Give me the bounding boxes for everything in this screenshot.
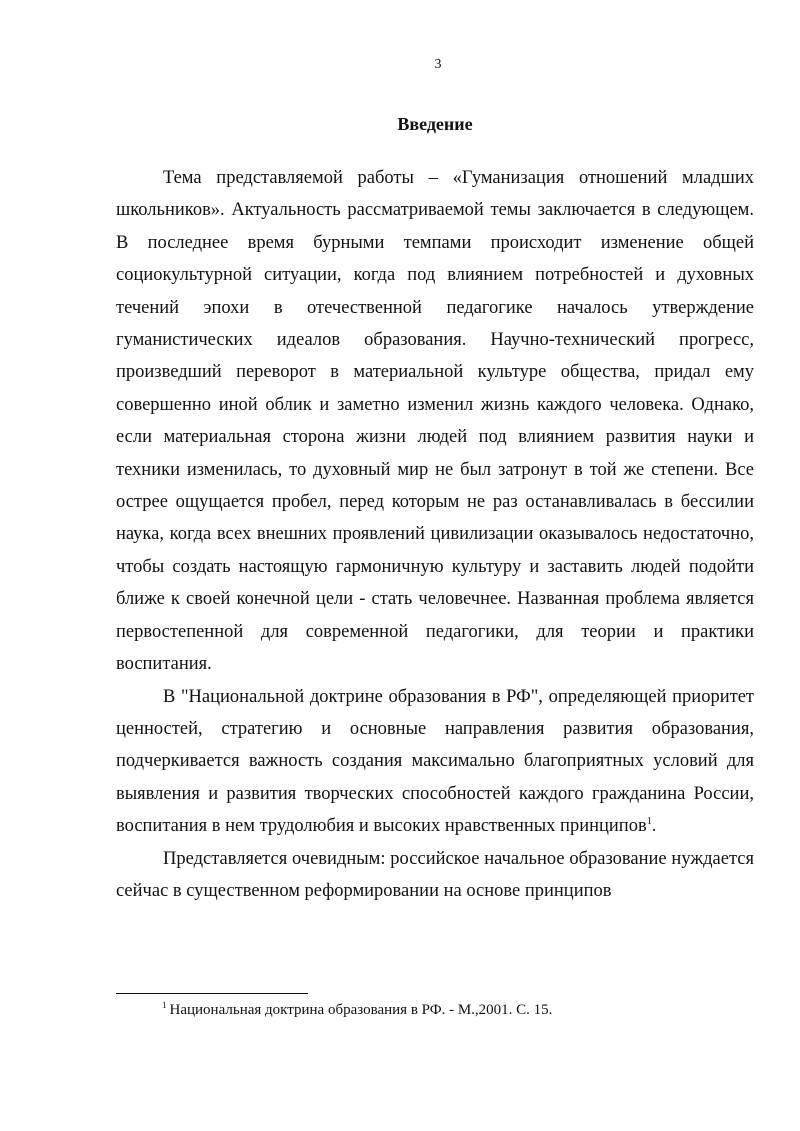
paragraph-2-text: В "Национальной доктрине образования в РФ", определяющей приоритет ценностей, стратегию и основные направления развития образования, подчеркивается важность создания максимально благоприятных условий для выявления и развития творческих способностей каждого гражданина России, воспитания в нем трудолюбия и высоких нравственных принципов	[116, 686, 754, 837]
footnote-divider	[116, 993, 308, 994]
paragraph-1: Тема представляемой работы – «Гуманизация отношений младших школьников». Актуальность рассматриваемой темы заключается в следующем. В последнее время бурными темпами происходит изменение общей социокультурной ситуации, когда под влиянием потребностей и духовных течений эпохи в отечественной педагогике началось утверждение гуманистических идеалов образования. Научно-технический прогресс, произведший переворот в материальной культуре общества, придал ему совершенно иной облик и заметно изменил жизнь каждого человека. Однако, если материальная сторона жизни людей под влиянием развития науки и техники изменилась, то духовный мир не был затронут в той же степени. Все острее ощущается пробел, перед которым не раз останавливалась в бессилии наука, когда всех внешних проявлений цивилизации оказывалось недостаточно, чтобы создать настоящую гармоничную культуру и заставить людей подойти ближе к своей конечной цели - стать человечнее. Названная проблема является первостепенной для современной педагогики, для теории и практики воспитания.	[116, 168, 754, 675]
page-body	[116, 110, 754, 907]
page-number: 3	[434, 57, 442, 72]
footnote-text: Национальная доктрина образования в РФ. - М.,2001. С. 15.	[169, 1002, 553, 1018]
section-heading: Введение	[397, 114, 473, 134]
paragraph-2-period: .	[651, 816, 657, 837]
footnote-marker: 1	[162, 1000, 167, 1010]
footnote-reference: 1	[646, 815, 652, 827]
paragraph-3: Представляется очевидным: российское начальное образование нуждается сейчас в существенном реформировании на основе принципов	[116, 848, 754, 901]
paragraph-2	[116, 681, 754, 843]
footnote	[162, 1000, 752, 1020]
